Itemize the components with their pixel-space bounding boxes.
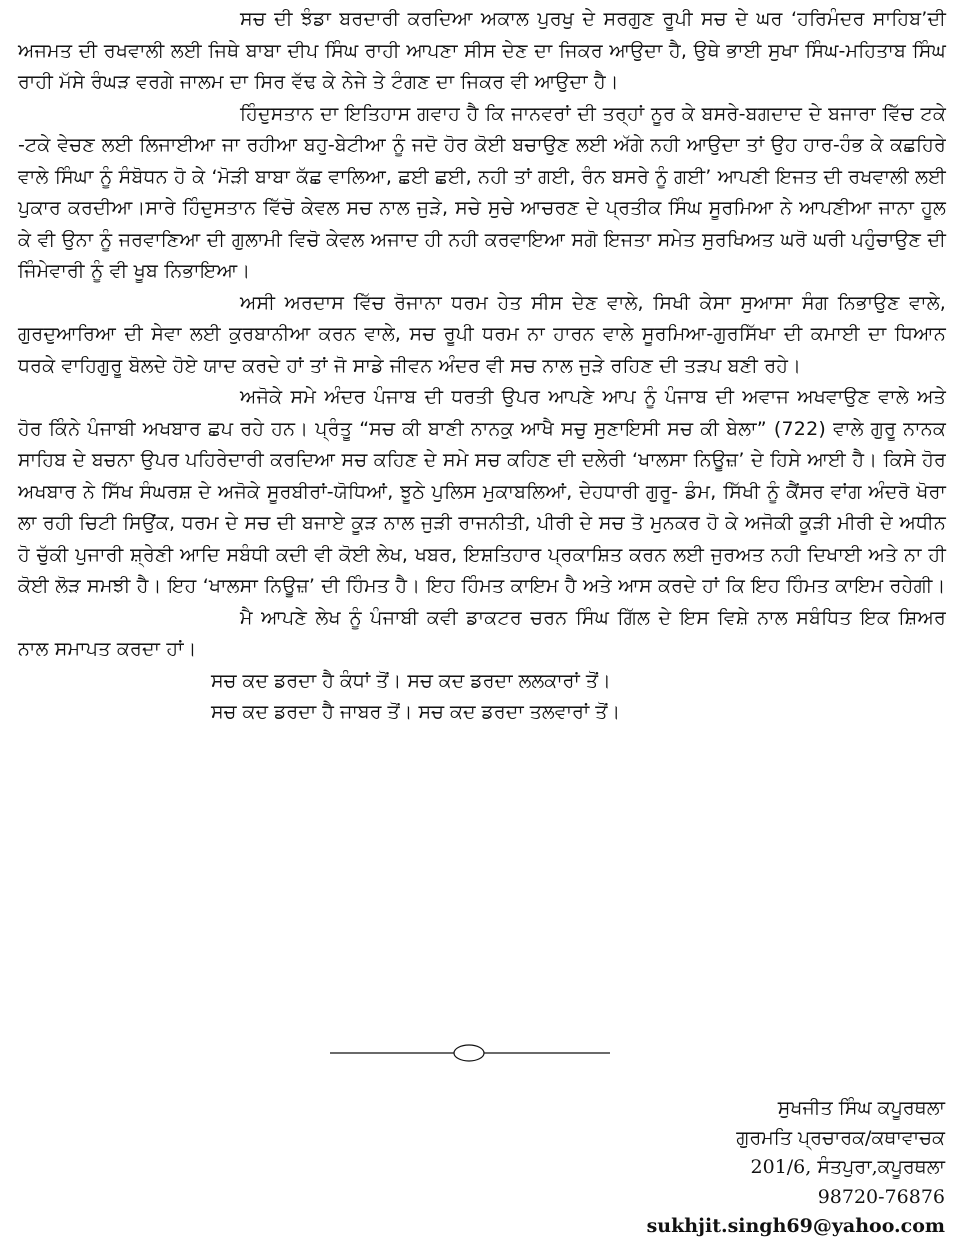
paragraph-5: ਮੈ ਆਪਣੇ ਲੇਖ ਨੂੰ ਪੰਜਾਬੀ ਕਵੀ ਡਾਕਟਰ ਚਰਨ ਸਿੰਘ ਗਿੱਲ ਦੇ ਇਸ ਵਿਸ਼ੇ ਨਾਲ ਸਬੰਧਿਤ ਇਕ ਸ਼ਿਅਰ ਨਾਲ ਸਮਾਪਤ ਕਰਦਾ ਹਾਂ। bbox=[18, 606, 946, 660]
poem-line-2: ਸਚ ਕਦ ਡਰਦਾ ਹੈ ਜਾਬਰ ਤੋਂ। ਸਚ ਕਦ ਡਰਦਾ ਤਲਵਾਰਾਂ ਤੋਂ। bbox=[211, 701, 621, 723]
paragraph-1: ਸਚ ਦੀ ਝੰਡਾ ਬਰਦਾਰੀ ਕਰਦਿਆ ਅਕਾਲ ਪੁਰਖੁ ਦੇ ਸਰਗੁਣ ਰੂਪੀ ਸਚ ਦੇ ਘਰ ‘ਹਰਿਮੰਦਰ ਸਾਹਿਬ’ਦੀ ਅਜਮਤ ਦੀ ਰਖਵਾਲੀ ਲਈ ਜਿਥੇ ਬਾਬਾ ਦੀਪ ਸਿੰਘ ਰਾਹੀ ਆਪਣਾ ਸੀਸ ਦੇਣ ਦਾ ਜਿਕਰ ਆਉਦਾ ਹੈ, ਉਥੇ ਭਾਈ ਸੁਖਾ ਸਿੰਘ-ਮਹਿਤਾਬ ਸਿੰਘ ਰਾਹੀ ਮੱਸੇ ਰੰਘੜ ਵਰਗੇ ਜਾਲਮ ਦਾ ਸਿਰ ਵੱਢ ਕੇ ਨੇਜੇ ਤੇ ਟੰਗਣ ਦਾ ਜਿਕਰ ਵੀ ਆਉਦਾ ਹੈ। bbox=[18, 8, 946, 93]
article-body bbox=[18, 4, 946, 729]
author-phone: 98720-76876 bbox=[817, 1185, 945, 1208]
author-name: ਸੁਖਜੀਤ ਸਿੰਘ ਕਪੂਰਥਲਾ bbox=[777, 1097, 945, 1119]
poem-line-1: ਸਚ ਕਦ ਡਰਦਾ ਹੈ ਕੰਧਾਂ ਤੋਂ। ਸਚ ਕਦ ਡਰਦਾ ਲਲਕਾਰਾਂ ਤੋਂ। bbox=[211, 669, 611, 692]
author-email[interactable]: sukhjit.singh69@yahoo.com bbox=[646, 1215, 945, 1237]
author-signature bbox=[647, 1094, 945, 1242]
author-title: ਗੁਰਮਤਿ ਪ੍ਰਚਾਰਕ/ਕਥਾਵਾਚਕ bbox=[736, 1126, 945, 1149]
author-address: 201/6, ਸੰਤਪੁਰਾ,ਕਪੂਰਥਲਾ bbox=[750, 1156, 945, 1178]
section-divider bbox=[330, 1038, 610, 1068]
paragraph-4: ਅਜੋਕੇ ਸਮੇ ਅੰਦਰ ਪੰਜਾਬ ਦੀ ਧਰਤੀ ਉਪਰ ਆਪਣੇ ਆਪ ਨੂੰ ਪੰਜਾਬ ਦੀ ਅਵਾਜ ਅਖਵਾਉਣ ਵਾਲੇ ਅਤੇ ਹੋਰ ਕਿੰਨੇ ਪੰਜਾਬੀ ਅਖਬਾਰ ਛਪ ਰਹੇ ਹਨ। ਪ੍ਰੰਤੂ “ਸਚ ਕੀ ਬਾਣੀ ਨਾਨਕੁ ਆਖੈ ਸਚੁ ਸੁਣਾਇਸੀ ਸਚ ਕੀ ਬੇਲਾ” (722) ਵਾਲੇ ਗੁਰੂ ਨਾਨਕ ਸਾਹਿਬ ਦੇ ਬਚਨਾ ਉਪਰ ਪਹਿਰੇਦਾਰੀ ਕਰਦਿਆ ਸਚ ਕਹਿਣ ਦੇ ਸਮੇ ਸਚ ਕਹਿਣ ਦੀ ਦਲੇਰੀ ‘ਖਾਲਸਾ ਨਿਊਜ਼’ ਦੇ ਹਿਸੇ ਆਈ ਹੈ। ਕਿਸੇ ਹੋਰ ਅਖਬਾਰ ਨੇ ਸਿੱਖ ਸੰਘਰਸ਼ ਦੇ ਅਜੋਕੇ ਸੂਰਬੀਰਾਂ-ਯੋਧਿਆਂ, ਝੂਠੇ ਪੁਲਿਸ ਮੁਕਾਬਲਿਆਂ, ਦੇਹਧਾਰੀ ਗੁਰੂ- ਡੰਮ, ਸਿੱਖੀ ਨੂੰ ਕੈਂਸਰ ਵਾਂਗ ਅੰਦਰੋ ਖੋਰਾ ਲਾ ਰਹੀ ਚਿਟੀ ਸਿਉਂਕ, ਧਰਮ ਦੇ ਸਚ ਦੀ ਬਜਾਏ ਕੂੜ ਨਾਲ ਜੁੜੀ ਰਾਜਨੀਤੀ, ਪੀਰੀ ਦੇ ਸਚ ਤੋ ਮੁਨਕਰ ਹੋ ਕੇ ਅਜੋਕੀ ਕੂੜੀ ਮੀਰੀ ਦੇ ਅਧੀਨ ਹੋ ਚੁੱਕੀ ਪੁਜਾਰੀ ਸ਼੍ਰੇਣੀ ਆਦਿ ਸਬੰਧੀ ਕਦੀ ਵੀ ਕੋਈ ਲੇਖ, ਖਬਰ, ਇਸ਼ਤਿਹਾਰ ਪ੍ਰਕਾਸ਼ਿਤ ਕਰਨ ਲਈ ਜੁਰਅਤ ਨਹੀ ਦਿਖਾਈ ਅਤੇ ਨਾ ਹੀ ਕੋਈ ਲੋੜ ਸਮਝੀ ਹੈ। ਇਹ ‘ਖਾਲਸਾ ਨਿਊਜ਼’ ਦੀ ਹਿੰਮਤ ਹੈ। ਇਹ ਹਿੰਮਤ ਕਾਇਮ ਹੈ ਅਤੇ ਆਸ ਕਰਦੇ ਹਾਂ ਕਿ ਇਹ ਹਿੰਮਤ ਕਾਇਮ ਰਹੇਗੀ। bbox=[18, 386, 946, 597]
paragraph-3: ਅਸੀ ਅਰਦਾਸ ਵਿੱਚ ਰੋਜਾਨਾ ਧਰਮ ਹੇਤ ਸੀਸ ਦੇਣ ਵਾਲੇ, ਸਿਖੀ ਕੇਸਾ ਸੁਆਸਾ ਸੰਗ ਨਿਭਾਉਣ ਵਾਲੇ, ਗੁਰਦੁਆਰਿਆ ਦੀ ਸੇਵਾ ਲਈ ਕੁਰਬਾਨੀਆ ਕਰਨ ਵਾਲੇ, ਸਚ ਰੂਪੀ ਧਰਮ ਨਾ ਹਾਰਨ ਵਾਲੇ ਸੂਰਮਿਆ-ਗੁਰਸਿੱਖਾ ਦੀ ਕਮਾਈ ਦਾ ਧਿਆਨ ਧਰਕੇ ਵਾਹਿਗੁਰੂ ਬੋਲਦੇ ਹੋਏ ਯਾਦ ਕਰਦੇ ਹਾਂ ਤਾਂ ਜੋ ਸਾਡੇ ਜੀਵਨ ਅੰਦਰ ਵੀ ਸਚ ਨਾਲ ਜੁੜੇ ਰਹਿਣ ਦੀ ਤੜਪ ਬਣੀ ਰਹੇ। bbox=[18, 291, 946, 377]
paragraph-2: ਹਿੰਦੁਸਤਾਨ ਦਾ ਇਤਿਹਾਸ ਗਵਾਹ ਹੈ ਕਿ ਜਾਨਵਰਾਂ ਦੀ ਤਰ੍ਹਾਂ ਨੂਰ ਕੇ ਬਸਰੇ-ਬਗਦਾਦ ਦੇ ਬਜਾਰਾ ਵਿੱਚ ਟਕੇ -ਟਕੇ ਵੇਚਣ ਲਈ ਲਿਜਾਈਆ ਜਾ ਰਹੀਆ ਬਹੁ-ਬੇਟੀਆ ਨੂੰ ਜਦੋ ਹੋਰ ਕੋਈ ਬਚਾਉਣ ਲਈ ਅੱਗੇ ਨਹੀ ਆਉਦਾ ਤਾਂ ਉਹ ਹਾਰ-ਹੰਭ ਕੇ ਕਛਹਿਰੇ ਵਾਲੇ ਸਿੰਘਾ ਨੂੰ ਸੰਬੋਧਨ ਹੋ ਕੇ ‘ਮੋੜੀ ਬਾਬਾ ਕੱਛ ਵਾਲਿਆ, ਛਈ ਛਈ, ਨਹੀ ਤਾਂ ਗਈ, ਰੰਨ ਬਸਰੇ ਨੂੰ ਗਈ’ ਆਪਣੀ ਇਜਤ ਦੀ ਰਖਵਾਲੀ ਲਈ ਪੁਕਾਰ ਕਰਦੀਆ।ਸਾਰੇ ਹਿੰਦੁਸਤਾਨ ਵਿੱਚੋ ਕੇਵਲ ਸਚ ਨਾਲ ਜੁੜੇ, ਸਚੇ ਸੁਚੇ ਆਚਰਣ ਦੇ ਪ੍ਰਤੀਕ ਸਿੰਘ ਸੂਰਮਿਆ ਨੇ ਆਪਣੀਆ ਜਾਨਾ ਹੂਲ ਕੇ ਵੀ ਉਨਾ ਨੂੰ ਜਰਵਾਣਿਆ ਦੀ ਗੁਲਾਮੀ ਵਿਚੋ ਕੇਵਲ ਅਜਾਦ ਹੀ ਨਹੀ ਕਰਵਾਇਆ ਸਗੋ ਇਜਤਾ ਸਮੇਤ ਸੁਰਖਿਅਤ ਘਰੋ ਘਰੀ ਪਹੁੰਚਾਉਣ ਦੀ ਜਿੰਮੇਵਾਰੀ ਨੂੰ ਵੀ ਖੂਬ ਨਿਭਾਇਆ। bbox=[18, 102, 946, 282]
poem bbox=[18, 666, 946, 729]
